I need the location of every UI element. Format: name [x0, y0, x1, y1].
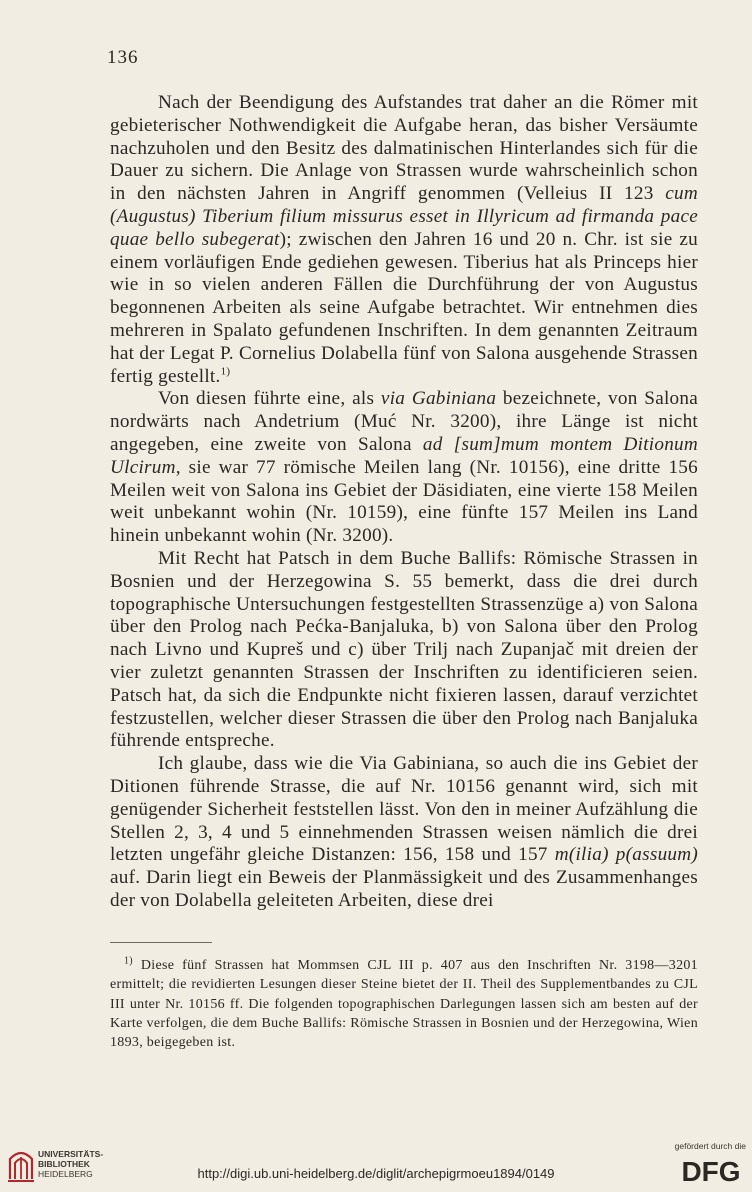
text-run: bezeichnete, von Salona nordwärts nach Andetrium (Muć Nr. 3200), ihre Länge ist nicht angegeben, eine zweite von Salona [110, 388, 698, 455]
library-name-line: HEIDELBERG [38, 1169, 93, 1179]
footnote-rule [110, 942, 212, 943]
footnote-reference: 1) [220, 365, 231, 378]
italic-text: cum (Augustus) Tiberium filium missurus esset in Illyricum ad firmanda pace quae bello subegerat [110, 183, 698, 250]
library-name-line: UNIVERSITÄTS- [38, 1149, 104, 1159]
paragraph [110, 548, 698, 753]
footer-bar [0, 1138, 752, 1192]
page-number: 136 [107, 47, 139, 68]
text-run: Ich glaube, dass wie die Via Gabiniana, so auch die ins Gebiet der Ditionen führende Strasse, die auf Nr. 10156 genannt wird, sich mit genügender Sicherheit feststellen lässt. Von den in meiner Aufzählung die Stellen 2, 3, 4 und 5 einnehmenden Strassen weisen nämlich die drei letzten ungefähr gleiche Distanzen: 156, 158 und 157 [110, 753, 698, 866]
footnote-text: Diese fünf Strassen hat Mommsen CJL III p. 407 aus den Inschriften Nr. 3198—3201 ermittelt; die revidierten Lesungen dieser Steine bietet der II. Theil des Supplementbandes zu CJL III unter Nr. 10156 ff. Die folgenden topographischen Darlegungen lassen sich am besten auf der Karte verfolgen, die dem Buche Ballifs: Römische Strassen in Bosnien und der Herzegowina, Wien 1893, beigegeben ist. [110, 958, 698, 1051]
text-run: Von diesen führte eine, als [158, 388, 381, 410]
paragraph [110, 753, 698, 913]
sponsor-caption: gefördert durch die [674, 1141, 746, 1151]
footnote [110, 956, 698, 1052]
text-run: auf. Darin liegt ein Beweis der Planmässigkeit und des Zusammenhanges der von Dolabella geleiteten Arbeiten, diese drei [110, 867, 698, 911]
body-text [110, 92, 698, 913]
footnote-marker: 1) [124, 955, 133, 967]
italic-text: via Gabiniana [380, 388, 497, 410]
text-run: Mit Recht hat Patsch in dem Buche Ballifs: Römische Strassen in Bosnien und der Herzegowina S. 55 bemerkt, dass die drei durch topographische Untersuchungen festgestellten Strassenzüge a) von Salona über den Prolog nach Pećka-Banjaluka, b) von Salona über den Prolog nach Livno und Kupreš und c) über Trilj nach Zupanjač mit dreien der vier zuletzt genannten Strassen der Inschriften zu identificieren seien. Patsch hat, da sich die Endpunkte nicht fixieren lassen, darauf verzichtet festzustellen, welcher dieser Strassen die über den Prolog nach Banjaluka führende entspreche. [110, 547, 698, 752]
text-run: ); zwischen den Jahren 16 und 20 n. Chr. ist sie zu einem vorläufigen Ende gediehen gewesen. Tiberius hat als Princeps hier wie in so vielen anderen Fällen die Durchführung der von Augustus begonnenen Arbeiten als seine Aufgabe betrachtet. Wir entnehmen dies mehreren in Spalato gefundenen Inschriften. In dem genannten Zeitraum hat der Legat P. Cornelius Dolabella fünf von Salona ausgehende Strassen fertig gestellt. [110, 228, 699, 387]
library-name-line: BIBLIOTHEK [38, 1159, 90, 1169]
dfg-logo-icon [676, 1156, 746, 1184]
paragraph [110, 388, 698, 548]
dfg-logo-text: DFG [681, 1156, 741, 1184]
source-url-link[interactable]: http://digi.ub.uni-heidelberg.de/diglit/archepigrmoeu1894/0149 [197, 1166, 555, 1181]
italic-text: m(ilia) p(assuum) [554, 844, 698, 866]
text-run: Nach der Beendigung des Aufstandes trat daher an die Römer mit gebieterischer Nothwendigkeit die Aufgabe heran, das bisher Versäumte nachzuholen und den Besitz des dalmatinischen Hinterlandes sich für die Dauer zu sichern. Die Anlage von Strassen wurde wahrscheinlich schon in den nächsten Jahren in Angriff genommen (Velleius II 123 [110, 92, 698, 205]
text-run: , sie war 77 römische Meilen lang (Nr. 10156), eine dritte 156 Meilen weit von Salona ins Gebiet der Däsidiaten, eine vierte 158 Meilen weit unbekannt wohin (Nr. 10159), eine fünfte 157 Meilen ins Land hinein unbekannt wohin (Nr. 3200). [110, 456, 698, 547]
italic-text: ad [sum]mum montem Ditionum Ulcirum [110, 433, 698, 478]
paragraph [110, 92, 698, 388]
